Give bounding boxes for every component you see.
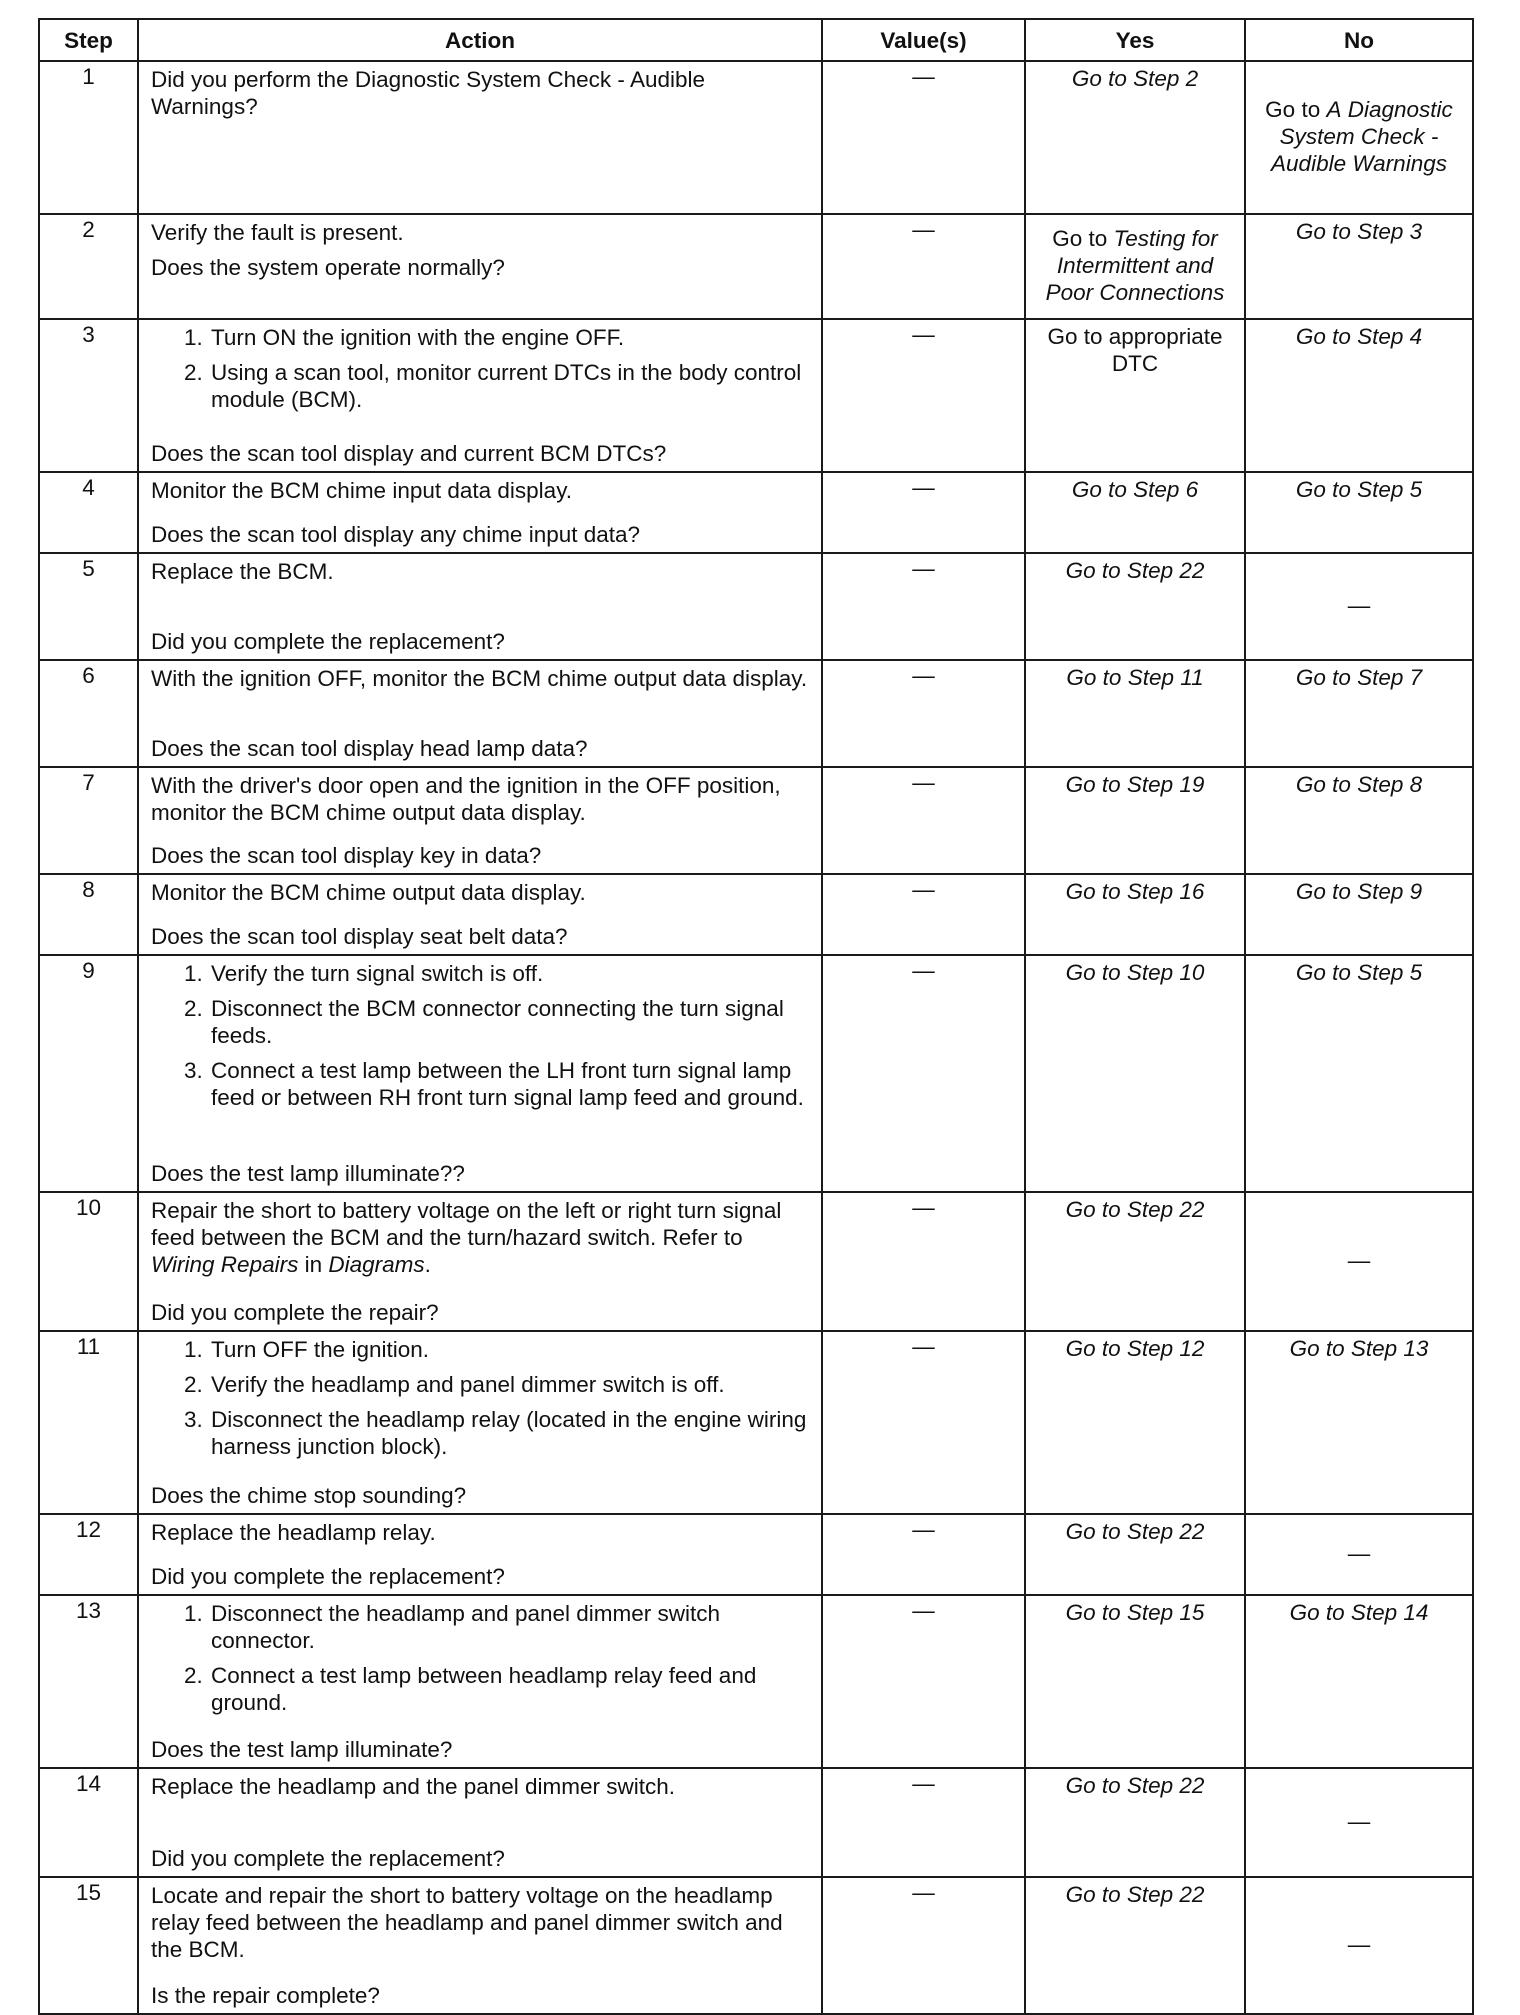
action-question: Did you complete the replacement?: [151, 1846, 505, 1871]
action-question: Does the scan tool display seat belt data?: [151, 924, 568, 949]
value-dash: —: [912, 217, 935, 242]
value-dash: —: [912, 958, 935, 983]
action-cell: [138, 955, 822, 1192]
step-number: 10: [39, 1192, 138, 1331]
action-list: [151, 324, 809, 413]
action-list-item: 1. Turn OFF the ignition.: [209, 1336, 809, 1363]
no-cell: Go to Step 7: [1245, 660, 1473, 767]
value-dash: —: [912, 475, 935, 500]
header-step: Step: [39, 19, 138, 61]
value-dash: —: [912, 770, 935, 795]
yes-cell: Go to Step 22: [1025, 553, 1245, 660]
action-cell: [138, 319, 822, 472]
value-dash: —: [912, 322, 935, 347]
action-list: [151, 960, 809, 1111]
step-number: 9: [39, 955, 138, 1192]
step-number: 7: [39, 767, 138, 874]
action-question: Did you complete the repair?: [151, 1300, 439, 1325]
action-list-item: 2. Disconnect the BCM connector connecting the turn signal feeds.: [209, 995, 809, 1049]
action-text-in: in: [298, 1252, 329, 1277]
value-cell: [822, 472, 1025, 553]
action-text: Monitor the BCM chime output data display.: [151, 880, 586, 905]
step-number: 5: [39, 553, 138, 660]
step-number: 1: [39, 61, 138, 214]
no-cell: [1245, 1192, 1473, 1331]
value-dash: —: [912, 1880, 935, 1905]
action-cell: [138, 1877, 822, 2014]
action-question: Does the chime stop sounding?: [151, 1483, 467, 1508]
no-dash: —: [1347, 1931, 1371, 1957]
action-cell: [138, 553, 822, 660]
action-text: Monitor the BCM chime input data display.: [151, 478, 573, 503]
action-text: With the driver's door open and the ignition in the OFF position, monitor the BCM chime output data display.: [151, 773, 781, 825]
table-row: [39, 767, 1473, 874]
step-number: 4: [39, 472, 138, 553]
diagnostic-table: [38, 18, 1474, 2015]
action-cell: [138, 1192, 822, 1331]
action-cell: [138, 61, 822, 214]
yes-cell: Go to Step 16: [1025, 874, 1245, 955]
action-list-item: 1. Verify the turn signal switch is off.: [209, 960, 809, 987]
yes-cell: Go to appropriate DTC: [1025, 319, 1245, 472]
step-number: 14: [39, 1768, 138, 1877]
diagnostic-table-page: [38, 18, 1472, 2015]
value-cell: [822, 1595, 1025, 1768]
no-cell: Go to Step 8: [1245, 767, 1473, 874]
value-dash: —: [912, 1517, 935, 1542]
header-action: Action: [138, 19, 822, 61]
action-text: Verify the fault is present.: [151, 220, 404, 245]
yes-cell: Go to Step 22: [1025, 1877, 1245, 2014]
table-row: [39, 553, 1473, 660]
yes-ref-b: Intermittent and Poor Connections: [1045, 252, 1225, 305]
action-list-item: 2. Using a scan tool, monitor current DTCs in the body control module (BCM).: [209, 359, 809, 413]
value-cell: [822, 1877, 1025, 2014]
action-text: Replace the headlamp and the panel dimmer switch.: [151, 1774, 676, 1799]
action-text: [151, 1197, 809, 1278]
value-cell: [822, 767, 1025, 874]
action-question: Does the scan tool display and current BCM DTCs?: [151, 441, 667, 466]
no-dash: —: [1347, 592, 1371, 618]
table-row: [39, 1768, 1473, 1877]
action-question: Did you complete the replacement?: [151, 629, 505, 654]
no-prefix: Go to: [1265, 96, 1327, 122]
action-text: With the ignition OFF, monitor the BCM chime output data display.: [151, 666, 808, 691]
step-number: 11: [39, 1331, 138, 1514]
action-question: Does the system operate normally?: [151, 255, 505, 280]
action-text: Locate and repair the short to battery voltage on the headlamp relay feed between the headlamp and panel dimmer switch and the BCM.: [151, 1883, 783, 1962]
no-cell: Go to Step 14: [1245, 1595, 1473, 1768]
table-row: [39, 61, 1473, 214]
value-dash: —: [912, 1195, 935, 1220]
action-cell: [138, 1595, 822, 1768]
table-row: [39, 874, 1473, 955]
value-cell: [822, 1192, 1025, 1331]
no-cell: [1245, 61, 1473, 214]
yes-cell: Go to Step 19: [1025, 767, 1245, 874]
yes-ref-a: Testing for: [1113, 225, 1218, 251]
no-cell: [1245, 1877, 1473, 2014]
action-text-end: .: [424, 1252, 431, 1277]
action-list-item: 1. Turn ON the ignition with the engine OFF.: [209, 324, 809, 351]
action-text: Did you perform the Diagnostic System Check - Audible Warnings?: [151, 67, 705, 119]
action-cell: [138, 660, 822, 767]
value-cell: [822, 874, 1025, 955]
value-dash: —: [912, 1598, 935, 1623]
yes-cell: Go to Step 22: [1025, 1514, 1245, 1595]
table-row: [39, 1192, 1473, 1331]
action-list-item: 2. Verify the headlamp and panel dimmer switch is off.: [209, 1371, 809, 1398]
no-cell: Go to Step 5: [1245, 955, 1473, 1192]
header-yes: Yes: [1025, 19, 1245, 61]
step-number: 6: [39, 660, 138, 767]
table-row: [39, 214, 1473, 319]
value-dash: —: [912, 663, 935, 688]
value-dash: —: [912, 1771, 935, 1796]
value-dash: —: [912, 64, 935, 89]
action-question: Did you complete the replacement?: [151, 1564, 505, 1589]
yes-cell: Go to Step 11: [1025, 660, 1245, 767]
action-question: Is the repair complete?: [151, 1983, 380, 2008]
header-values: Value(s): [822, 19, 1025, 61]
step-number: 3: [39, 319, 138, 472]
action-list-item: 1. Disconnect the headlamp and panel dimmer switch connector.: [209, 1600, 809, 1654]
yes-cell: Go to Step 15: [1025, 1595, 1245, 1768]
table-row: [39, 955, 1473, 1192]
no-dash: —: [1347, 1540, 1371, 1566]
table-row: [39, 660, 1473, 767]
no-cell: [1245, 1768, 1473, 1877]
no-cell: [1245, 1514, 1473, 1595]
action-list: [151, 1600, 809, 1716]
value-dash: —: [912, 556, 935, 581]
action-list: [151, 1336, 809, 1460]
yes-cell: Go to Step 12: [1025, 1331, 1245, 1514]
yes-cell: Go to Step 2: [1025, 61, 1245, 214]
value-cell: [822, 955, 1025, 1192]
action-text: Replace the headlamp relay.: [151, 1520, 436, 1545]
no-ref-a: A: [1326, 96, 1342, 122]
action-cell: [138, 1331, 822, 1514]
value-cell: [822, 61, 1025, 214]
table-row: [39, 1331, 1473, 1514]
header-no: No: [1245, 19, 1473, 61]
value-cell: [822, 319, 1025, 472]
action-text-part: Repair the short to battery voltage on the left or right turn signal feed between the BCM and the turn/hazard switch. Refer to: [151, 1198, 782, 1250]
action-question: Does the test lamp illuminate?: [151, 1737, 453, 1762]
no-cell: Go to Step 9: [1245, 874, 1473, 955]
action-cell: [138, 1514, 822, 1595]
value-dash: —: [912, 877, 935, 902]
table-row: [39, 1877, 1473, 2014]
no-dash: —: [1347, 1247, 1371, 1273]
step-number: 8: [39, 874, 138, 955]
yes-cell: [1025, 214, 1245, 319]
yes-cell: Go to Step 6: [1025, 472, 1245, 553]
value-cell: [822, 660, 1025, 767]
value-cell: [822, 553, 1025, 660]
action-question: Does the test lamp illuminate??: [151, 1161, 465, 1186]
yes-prefix: Go to: [1052, 225, 1114, 251]
step-number: 15: [39, 1877, 138, 2014]
wiring-repairs-ref: Wiring Repairs: [151, 1252, 299, 1277]
no-cell: Go to Step 4: [1245, 319, 1473, 472]
step-number: 13: [39, 1595, 138, 1768]
step-number: 12: [39, 1514, 138, 1595]
table-row: [39, 319, 1473, 472]
action-list-item: 3. Disconnect the headlamp relay (located in the engine wiring harness junction block).: [209, 1406, 809, 1460]
value-dash: —: [912, 1334, 935, 1359]
no-cell: Go to Step 13: [1245, 1331, 1473, 1514]
no-cell: [1245, 553, 1473, 660]
action-list-item: 3. Connect a test lamp between the LH front turn signal lamp feed or between RH front turn signal lamp feed and ground.: [209, 1057, 809, 1111]
value-cell: [822, 1768, 1025, 1877]
action-cell: [138, 214, 822, 319]
table-row: [39, 472, 1473, 553]
action-question: Does the scan tool display any chime input data?: [151, 522, 641, 547]
value-cell: [822, 1331, 1025, 1514]
value-cell: [822, 1514, 1025, 1595]
no-cell: Go to Step 5: [1245, 472, 1473, 553]
table-header-row: [39, 19, 1473, 61]
action-cell: [138, 472, 822, 553]
action-cell: [138, 1768, 822, 1877]
step-number: 2: [39, 214, 138, 319]
action-question: Does the scan tool display key in data?: [151, 843, 542, 868]
value-cell: [822, 214, 1025, 319]
yes-cell: Go to Step 10: [1025, 955, 1245, 1192]
no-dash: —: [1347, 1808, 1371, 1834]
action-question: Does the scan tool display head lamp data?: [151, 736, 588, 761]
table-row: [39, 1514, 1473, 1595]
yes-cell: Go to Step 22: [1025, 1768, 1245, 1877]
action-cell: [138, 767, 822, 874]
action-cell: [138, 874, 822, 955]
no-cell: Go to Step 3: [1245, 214, 1473, 319]
action-list-item: 2. Connect a test lamp between headlamp relay feed and ground.: [209, 1662, 809, 1716]
table-row: [39, 1595, 1473, 1768]
action-text: Replace the BCM.: [151, 559, 334, 584]
yes-cell: Go to Step 22: [1025, 1192, 1245, 1331]
diagrams-ref: Diagrams: [328, 1252, 425, 1277]
no-ref-b: Diagnostic System Check - Audible Warnings: [1271, 96, 1453, 176]
